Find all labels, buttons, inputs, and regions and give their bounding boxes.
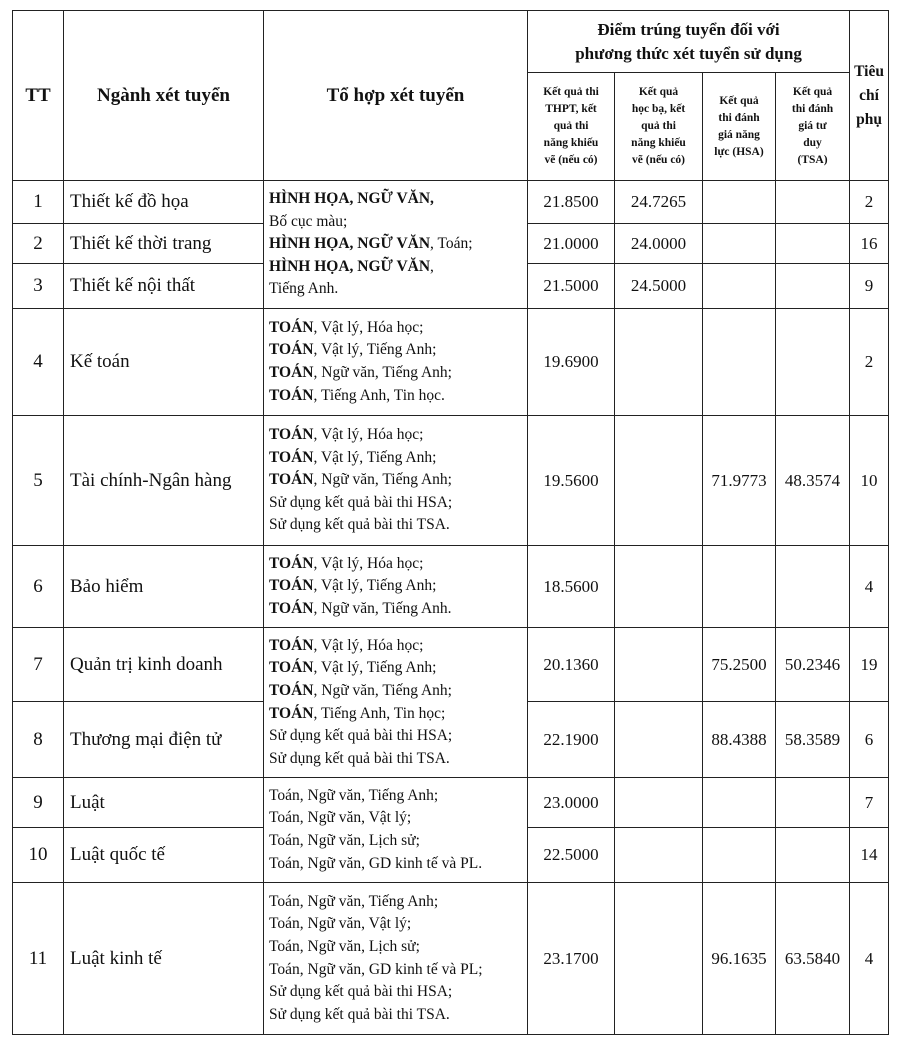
cell-tohop	[264, 416, 528, 546]
tohop-line-text: , Tiếng Anh, Tin học.	[313, 386, 445, 404]
header-hocba-line: vẽ (nếu có)	[631, 154, 685, 166]
tohop-line-bold: TOÁN	[269, 681, 314, 699]
tohop-line-text: , Tiếng Anh, Tin học;	[313, 704, 446, 722]
tohop-line-text: , Ngữ văn, Tiếng Anh;	[313, 364, 452, 381]
tohop-line	[269, 981, 527, 1004]
cell-tcp: 2	[850, 181, 889, 224]
header-group-line2: phương thức xét tuyển sử dụng	[575, 43, 802, 63]
header-tsa-line: giá tư	[798, 120, 827, 132]
cell-tohop	[264, 883, 528, 1035]
tohop-line	[269, 553, 527, 576]
cell-hsa	[703, 264, 776, 309]
cell-thpt: 22.5000	[528, 828, 615, 883]
tohop-line-bold: TOÁN	[269, 704, 314, 722]
tohop-line-bold: TOÁN	[269, 554, 314, 572]
tohop-line	[269, 785, 527, 808]
cell-tsa: 58.3589	[776, 702, 850, 778]
tohop-line	[269, 830, 527, 853]
cell-hsa: 75.2500	[703, 628, 776, 702]
cell-thpt: 19.6900	[528, 309, 615, 416]
header-thpt-line: quả thi	[553, 120, 589, 132]
tohop-line-bold: TOÁN	[269, 659, 314, 677]
header-thpt-line: vẽ (nếu có)	[544, 154, 598, 166]
header-hsa-line: giá năng	[718, 128, 760, 141]
cell-tcp: 9	[850, 264, 889, 309]
header-tcp	[850, 11, 889, 181]
cell-hocba	[615, 883, 703, 1035]
cell-hocba: 24.7265	[615, 181, 703, 224]
tohop-line	[269, 853, 527, 876]
admission-score-table	[12, 10, 889, 1035]
tohop-line-text: Tiếng Anh.	[269, 280, 339, 298]
cell-tcp: 2	[850, 309, 889, 416]
tohop-line	[269, 725, 527, 748]
tohop-line	[269, 211, 527, 234]
cell-tt: 2	[13, 224, 64, 264]
cell-tt: 4	[13, 309, 64, 416]
cell-hocba	[615, 416, 703, 546]
header-hocba-line: học bạ, kết	[631, 103, 686, 115]
tohop-line-text: , Vật lý, Tiếng Anh;	[313, 577, 437, 595]
cell-hsa: 96.1635	[703, 883, 776, 1035]
cell-tcp: 4	[850, 546, 889, 628]
cell-tt: 7	[13, 628, 64, 702]
tohop-line-text: , Toán;	[430, 235, 473, 253]
cell-nganh: Tài chính-Ngân hàng	[64, 416, 264, 546]
cell-tsa	[776, 828, 850, 883]
cell-hsa	[703, 828, 776, 883]
header-group-line1: Điểm trúng tuyển đối với	[597, 19, 780, 39]
tohop-line-text: Toán, Ngữ văn, Tiếng Anh;	[269, 786, 439, 804]
tohop-line-bold: TOÁN	[269, 448, 314, 466]
header-hsa	[703, 73, 776, 181]
tohop-line	[269, 339, 527, 362]
header-hsa-line: thi đánh	[718, 111, 760, 124]
tohop-line-text: , Vật lý, Tiếng Anh;	[313, 448, 437, 466]
tohop-line	[269, 959, 527, 982]
cell-tohop	[264, 181, 528, 309]
tohop-line-bold: HÌNH HỌA, NGỮ VĂN	[269, 235, 431, 253]
header-tcp-line2: chí	[859, 86, 879, 104]
cell-nganh: Thiết kế nội thất	[64, 264, 264, 309]
table-row	[13, 181, 889, 224]
header-tsa-line: (TSA)	[797, 154, 828, 166]
tohop-line	[269, 514, 527, 537]
header-hocba-line: Kết quả	[638, 86, 679, 98]
tohop-line	[269, 703, 527, 726]
cell-tohop	[264, 309, 528, 416]
cell-tohop	[264, 628, 528, 778]
cell-tohop	[264, 778, 528, 883]
cell-tcp: 4	[850, 883, 889, 1035]
cell-thpt: 19.5600	[528, 416, 615, 546]
header-hocba-line: năng khiếu	[631, 137, 686, 149]
tohop-line	[269, 680, 527, 703]
header-tcp-line3: phụ	[856, 110, 882, 128]
tohop-line-text: Toán, Ngữ văn, Vật lý;	[269, 809, 412, 827]
cell-hsa	[703, 546, 776, 628]
table-row	[13, 883, 889, 1035]
tohop-line-text: Sử dụng kết quả bài thi HSA;	[269, 983, 453, 1001]
cell-tsa	[776, 309, 850, 416]
cell-tcp: 6	[850, 702, 889, 778]
tohop-line-text: Toán, Ngữ văn, GD kinh tế và PL.	[269, 854, 483, 872]
tohop-line-bold: HÌNH HỌA, NGỮ VĂN,	[269, 190, 434, 208]
tohop-line	[269, 635, 527, 658]
header-thpt-line: Kết quả thi	[543, 86, 599, 98]
cell-tsa	[776, 224, 850, 264]
cell-nganh: Kế toán	[64, 309, 264, 416]
cell-tsa	[776, 778, 850, 828]
header-hsa-line: Kết quả	[719, 94, 759, 107]
tohop-line-text: Sử dụng kết quả bài thi TSA.	[269, 516, 450, 534]
tohop-line	[269, 575, 527, 598]
cell-tsa	[776, 546, 850, 628]
tohop-line-bold: TOÁN	[269, 577, 314, 595]
cell-thpt: 21.8500	[528, 181, 615, 224]
cell-tcp: 10	[850, 416, 889, 546]
tohop-line-text: , Vật lý, Hóa học;	[313, 318, 424, 336]
cell-hocba	[615, 546, 703, 628]
cell-tt: 6	[13, 546, 64, 628]
tohop-line	[269, 362, 527, 385]
tohop-line	[269, 891, 527, 914]
tohop-line	[269, 598, 527, 621]
cell-hsa	[703, 309, 776, 416]
header-tsa-line: thi đánh	[791, 103, 834, 115]
cell-tt: 5	[13, 416, 64, 546]
tohop-line	[269, 657, 527, 680]
cell-tcp: 14	[850, 828, 889, 883]
cell-tsa: 50.2346	[776, 628, 850, 702]
tohop-line	[269, 913, 527, 936]
cell-tcp: 7	[850, 778, 889, 828]
tohop-line	[269, 188, 527, 211]
cell-nganh: Thương mại điện tử	[64, 702, 264, 778]
header-hocba	[615, 73, 703, 181]
tohop-line	[269, 424, 527, 447]
tohop-line-text: , Ngữ văn, Tiếng Anh;	[313, 681, 452, 699]
cell-thpt: 22.1900	[528, 702, 615, 778]
cell-nganh: Quản trị kinh doanh	[64, 628, 264, 702]
cell-thpt: 20.1360	[528, 628, 615, 702]
cell-nganh: Luật kinh tế	[64, 883, 264, 1035]
tohop-line-text: Sử dụng kết quả bài thi TSA.	[269, 749, 450, 767]
cell-hsa: 71.9773	[703, 416, 776, 546]
cell-tcp: 19	[850, 628, 889, 702]
cell-nganh: Bảo hiểm	[64, 546, 264, 628]
cell-tt: 9	[13, 778, 64, 828]
cell-thpt: 18.5600	[528, 546, 615, 628]
table-row	[13, 778, 889, 828]
tohop-line-text: ,	[430, 257, 434, 275]
tohop-line	[269, 256, 527, 279]
header-nganh: Ngành xét tuyển	[64, 11, 264, 181]
cell-tt: 10	[13, 828, 64, 883]
cell-tcp: 16	[850, 224, 889, 264]
tohop-line-bold: HÌNH HỌA, NGỮ VĂN	[269, 257, 431, 275]
table-row	[13, 309, 889, 416]
cell-tsa: 63.5840	[776, 883, 850, 1035]
tohop-line-bold: TOÁN	[269, 471, 314, 489]
tohop-line	[269, 447, 527, 470]
cell-tt: 11	[13, 883, 64, 1035]
tohop-line-text: , Vật lý, Hóa học;	[313, 426, 424, 444]
tohop-line-bold: TOÁN	[269, 364, 314, 381]
cell-hocba: 24.5000	[615, 264, 703, 309]
cell-thpt: 23.0000	[528, 778, 615, 828]
header-tsa-line: Kết quả	[792, 86, 833, 98]
tohop-line-text: Toán, Ngữ văn, Lịch sử;	[269, 832, 420, 849]
cell-thpt: 23.1700	[528, 883, 615, 1035]
tohop-line	[269, 469, 527, 492]
cell-nganh: Thiết kế thời trang	[64, 224, 264, 264]
cell-hocba	[615, 702, 703, 778]
tohop-line	[269, 317, 527, 340]
tohop-line-bold: TOÁN	[269, 426, 314, 444]
tohop-line	[269, 936, 527, 959]
header-tsa	[776, 73, 850, 181]
cell-hsa	[703, 778, 776, 828]
header-group	[528, 11, 850, 73]
cell-tsa	[776, 181, 850, 224]
tohop-line-bold: TOÁN	[269, 318, 314, 336]
header-tt: TT	[13, 11, 64, 181]
table-row	[13, 628, 889, 702]
cell-thpt: 21.5000	[528, 264, 615, 309]
tohop-line-text: , Vật lý, Tiếng Anh;	[313, 341, 437, 359]
cell-tt: 3	[13, 264, 64, 309]
table-row	[13, 416, 889, 546]
cell-tohop	[264, 546, 528, 628]
cell-tt: 1	[13, 181, 64, 224]
cell-nganh: Luật	[64, 778, 264, 828]
header-hocba-line: quả thi	[641, 120, 676, 132]
tohop-line-text: Sử dụng kết quả bài thi HSA;	[269, 727, 453, 745]
tohop-line-text: , Ngữ văn, Tiếng Anh;	[313, 471, 452, 489]
tohop-line-text: , Vật lý, Tiếng Anh;	[313, 659, 437, 677]
tohop-line-text: Toán, Ngữ văn, Tiếng Anh;	[269, 892, 439, 910]
tohop-line-text: Bố cục màu;	[269, 212, 348, 230]
tohop-line	[269, 278, 527, 301]
tohop-line-text: Toán, Ngữ văn, GD kinh tế và PL;	[269, 960, 483, 978]
header-tsa-line: duy	[803, 137, 822, 149]
tohop-line	[269, 385, 527, 408]
header-thpt-line: THPT, kết	[545, 103, 597, 115]
cell-hocba	[615, 828, 703, 883]
cell-hsa	[703, 224, 776, 264]
tohop-line	[269, 492, 527, 515]
cell-hocba	[615, 309, 703, 416]
tohop-line-text: Sử dụng kết quả bài thi TSA.	[269, 1005, 450, 1023]
cell-thpt: 21.0000	[528, 224, 615, 264]
tohop-line-text: , Vật lý, Hóa học;	[313, 636, 424, 654]
cell-hocba	[615, 628, 703, 702]
header-tcp-line1: Tiêu	[854, 62, 884, 80]
cell-nganh: Thiết kế đồ họa	[64, 181, 264, 224]
tohop-line	[269, 748, 527, 771]
tohop-line-bold: TOÁN	[269, 636, 314, 654]
header-thpt-line: năng khiếu	[543, 137, 599, 149]
header-thpt	[528, 73, 615, 181]
cell-hsa: 88.4388	[703, 702, 776, 778]
cell-tsa	[776, 264, 850, 309]
cell-hocba: 24.0000	[615, 224, 703, 264]
tohop-line-bold: TOÁN	[269, 599, 314, 617]
cell-hocba	[615, 778, 703, 828]
tohop-line-bold: TOÁN	[269, 386, 314, 404]
tohop-line-text: Sử dụng kết quả bài thi HSA;	[269, 493, 453, 511]
tohop-line-text: Toán, Ngữ văn, Vật lý;	[269, 915, 412, 933]
tohop-line-text: , Vật lý, Hóa học;	[313, 554, 424, 572]
tohop-line	[269, 1004, 527, 1027]
tohop-line-text: Toán, Ngữ văn, Lịch sử;	[269, 937, 420, 955]
tohop-line	[269, 807, 527, 830]
header-hsa-line: lực (HSA)	[714, 145, 764, 158]
cell-hsa	[703, 181, 776, 224]
table-row	[13, 546, 889, 628]
cell-tsa: 48.3574	[776, 416, 850, 546]
header-tohop: Tổ hợp xét tuyển	[264, 11, 528, 181]
tohop-line-text: , Ngữ văn, Tiếng Anh.	[313, 599, 452, 617]
tohop-line	[269, 233, 527, 256]
tohop-line-bold: TOÁN	[269, 341, 314, 359]
cell-nganh: Luật quốc tế	[64, 828, 264, 883]
cell-tt: 8	[13, 702, 64, 778]
